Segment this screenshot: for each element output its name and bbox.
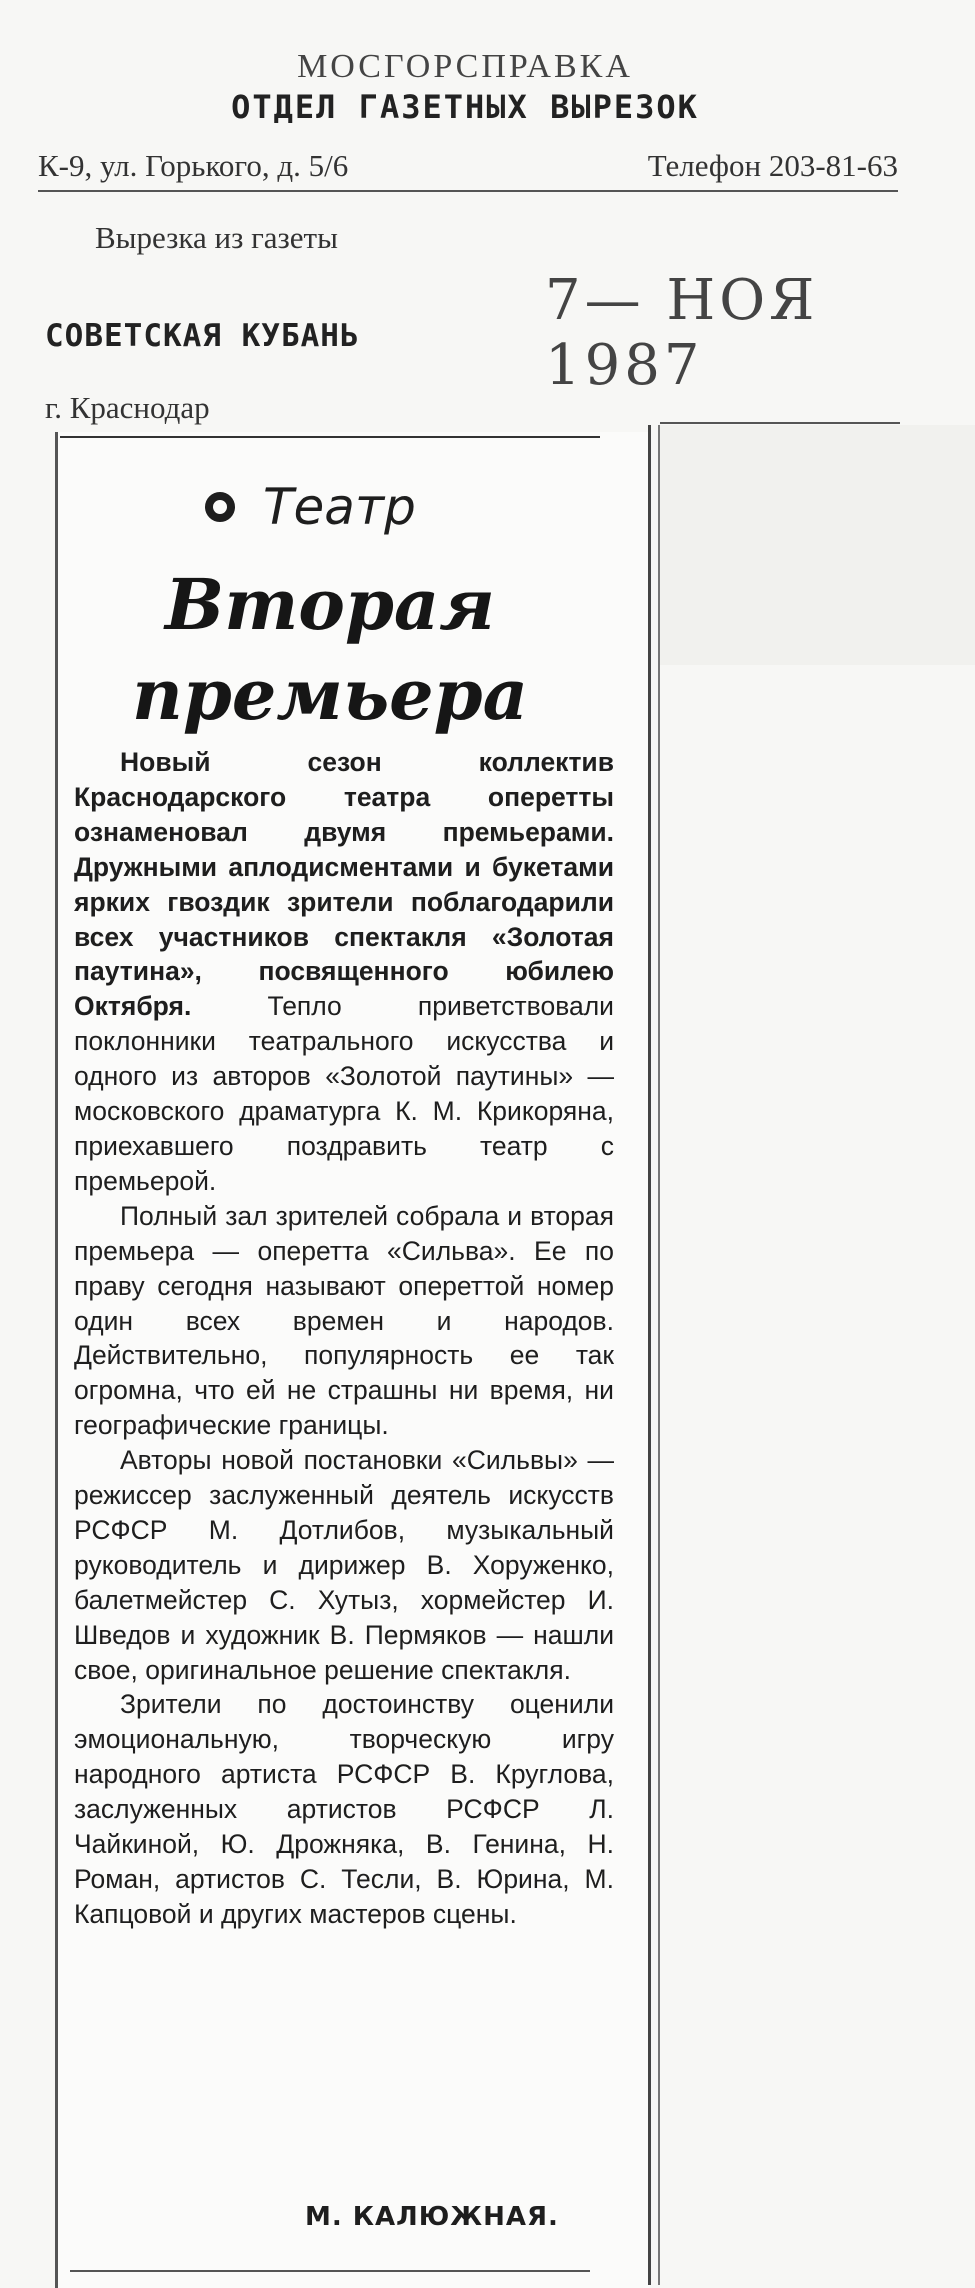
article-headline — [130, 560, 530, 740]
department-name: ОТДЕЛ ГАЗЕТНЫХ ВЫРЕЗОК — [231, 88, 699, 126]
paragraph: Зрители по достоинству оценили эмоциональную, творческую игру народного артиста РСФСР В. Круглова, заслуженных артистов РСФСР Л. Чайкиной, Ю. Дрожняка, В. Генина, Н. Роман, артистов С. Тесли, В. Юрина, М. Капцовой и других мастеров сцены. — [74, 1689, 614, 1929]
bottom-rule — [70, 2270, 590, 2272]
rubric — [205, 478, 416, 536]
rubric-label: Театр — [263, 478, 416, 536]
agency-name: МОСГОРСПРАВКА — [297, 48, 633, 85]
article-body — [74, 745, 614, 1932]
adjacent-rule — [660, 422, 900, 424]
author-signature: М. КАЛЮЖНАЯ. — [305, 2202, 559, 2232]
clipping-top-rule — [60, 436, 600, 438]
bullet-icon — [205, 492, 235, 522]
newspaper-name: СОВЕТСКАЯ КУБАНЬ — [45, 318, 360, 354]
cut-from-label: Вырезка из газеты — [95, 220, 338, 255]
headline-line: Вторая — [165, 563, 495, 646]
adjacent-clipping-remnant — [660, 425, 975, 665]
date-stamp: 7— НОЯ 1987 — [545, 268, 819, 398]
paragraph: Полный зал зрителей собрала и вторая премьера — оперетта «Сильва». Ее по праву сегодня называют опереттой номер один всех времен и народов. Действительно, популярность ее так огромна, что ей не страшны ни время, ни географические границы. — [74, 1200, 614, 1441]
phone: Телефон 203-81-63 — [647, 148, 898, 183]
column-rule-secondary — [658, 425, 660, 2285]
headline-line: премьера — [132, 653, 528, 736]
city-name: г. Краснодар — [45, 390, 210, 425]
lead-text: Новый сезон коллектив Краснодарского театра оперетты ознаменовал двумя премьерами. Дружными аплодисментами и букетами ярких гвоздик зрители поблагодарили всех участников спектакля «Золотая паутина», посвященного юбилею Октября. — [74, 747, 614, 1022]
header-divider — [38, 190, 898, 192]
contact-line — [38, 148, 898, 184]
paragraph-text: Тепло приветствовали поклонники театрального искусства и одного из авторов «Золотой паутины» — московского драматурга К. М. Крикоряна, приехавшего поздравить театр с премьерой. — [74, 991, 614, 1196]
address: К-9, ул. Горького, д. 5/6 — [38, 148, 349, 183]
column-rule — [648, 425, 651, 2285]
paragraph — [74, 745, 614, 1199]
paragraph: Авторы новой постановки «Сильвы» — режиссер заслуженный деятель искусств РСФСР М. Дотлибов, музыкальный руководитель и дирижер В. Хоруженко, балетмейстер С. Хутыз, хормейстер И. Шведов и художник В. Пермяков — нашли свое, оригинальное решение спектакля. — [74, 1445, 614, 1685]
